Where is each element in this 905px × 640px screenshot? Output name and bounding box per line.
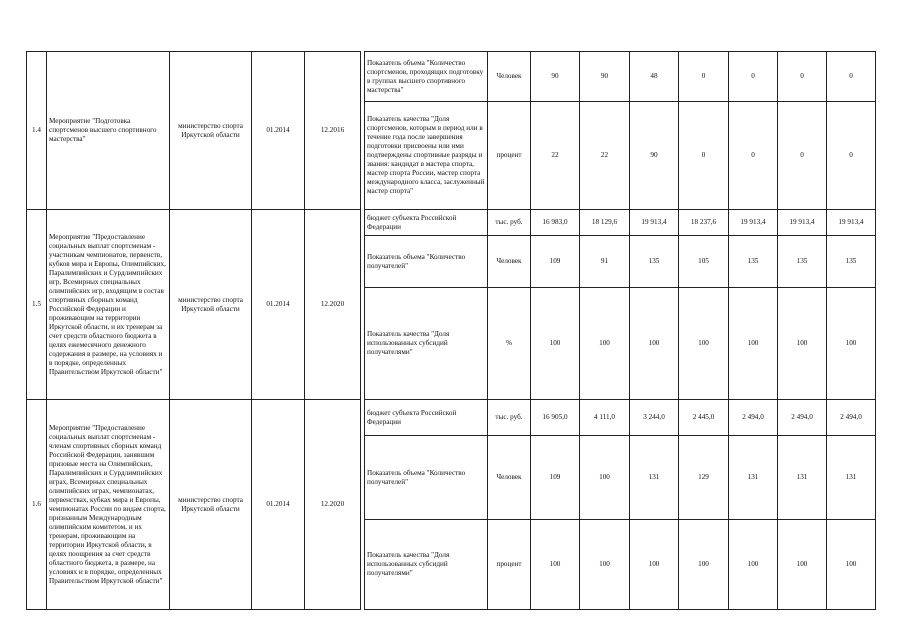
measure-name: Мероприятие "Предоставление социальных выплат спортсменам - участникам чемпионатов, первенств, кубков мира и Европы, Олимпийских, Паралимпийских и Сурдлимпийских игр, Всемирных специальных олимпийских игр, входящим в состав спортивных сборных команд Российской Федерации и проживающим на территории Иркутской области, и их тренерам за счет средств областного бюджета в целях ежемесячного денежного содержания в размере, на условиях и в порядке, определенных Правительством Иркутской области"	[47, 210, 170, 400]
indicator-unit: Человек	[488, 236, 531, 288]
value-cell: 2 494,0	[729, 400, 778, 436]
value-cell: 48	[630, 52, 679, 102]
value-cell: 90	[580, 52, 630, 102]
document-table-area	[26, 51, 876, 610]
value-cell: 135	[827, 236, 876, 288]
value-cell: 22	[531, 102, 580, 210]
executor: министерство спорта Иркутской области	[170, 52, 252, 210]
value-cell: 100	[827, 520, 876, 610]
value-cell: 19 913,4	[729, 210, 778, 236]
value-cell: 19 913,4	[630, 210, 679, 236]
value-cell: 135	[778, 236, 827, 288]
indicator-name: Показатель качества "Доля использованных субсидий получателями"	[365, 288, 488, 400]
value-cell: 100	[580, 288, 630, 400]
indicator-unit: Человек	[488, 436, 531, 520]
value-cell: 19 913,4	[778, 210, 827, 236]
value-cell: 22	[580, 102, 630, 210]
value-cell: 105	[679, 236, 729, 288]
indicator-unit: Человек	[488, 52, 531, 102]
indicator-name: бюджет субъекта Российской Федерации	[365, 210, 488, 236]
value-cell: 129	[679, 436, 729, 520]
row-number: 1.4	[27, 52, 47, 210]
value-cell: 2 445,0	[679, 400, 729, 436]
value-cell: 100	[679, 288, 729, 400]
program-measures-table	[26, 51, 876, 610]
value-cell: 0	[679, 52, 729, 102]
end-date: 12.2016	[305, 52, 361, 210]
indicator-unit: процент	[488, 520, 531, 610]
value-cell: 109	[531, 436, 580, 520]
indicator-name: Показатель объема "Количество спортсменов, проходящих подготовку в группах высшего спортивного мастерства"	[365, 52, 488, 102]
value-cell: 131	[630, 436, 679, 520]
value-cell: 100	[827, 288, 876, 400]
indicator-name: бюджет субъекта Российской Федерации	[365, 400, 488, 436]
table-row	[27, 400, 876, 436]
end-date: 12.2020	[305, 210, 361, 400]
value-cell: 0	[827, 52, 876, 102]
value-cell: 4 111,0	[580, 400, 630, 436]
value-cell: 100	[630, 520, 679, 610]
value-cell: 16 905,0	[531, 400, 580, 436]
value-cell: 0	[729, 102, 778, 210]
value-cell: 100	[778, 288, 827, 400]
indicator-unit: тыс. руб.	[488, 210, 531, 236]
end-date: 12.2020	[305, 400, 361, 610]
indicator-name: Показатель качества "Доля использованных субсидий получателями"	[365, 520, 488, 610]
value-cell: 0	[778, 52, 827, 102]
value-cell: 100	[729, 288, 778, 400]
executor: министерство спорта Иркутской области	[170, 400, 252, 610]
value-cell: 109	[531, 236, 580, 288]
value-cell: 100	[580, 436, 630, 520]
executor: министерство спорта Иркутской области	[170, 210, 252, 400]
value-cell: 2 494,0	[827, 400, 876, 436]
value-cell: 3 244,0	[630, 400, 679, 436]
table-row	[27, 52, 876, 102]
value-cell: 0	[827, 102, 876, 210]
value-cell: 18 129,6	[580, 210, 630, 236]
value-cell: 100	[531, 520, 580, 610]
value-cell: 100	[778, 520, 827, 610]
value-cell: 0	[729, 52, 778, 102]
indicator-name: Показатель объема "Количество получателей"	[365, 436, 488, 520]
indicator-unit: тыс. руб.	[488, 400, 531, 436]
value-cell: 18 237,6	[679, 210, 729, 236]
table-row	[27, 210, 876, 236]
value-cell: 131	[729, 436, 778, 520]
value-cell: 90	[531, 52, 580, 102]
value-cell: 0	[679, 102, 729, 210]
value-cell: 90	[630, 102, 679, 210]
indicator-name: Показатель качества "Доля спортсменов, которым в период или в течение года после завершения подготовки присвоены или ими подтверждены спортивные разряды и звания: кандидат в мастера спорта, мастер спорта России, мастер спорта международного класса, заслуженный мастер спорта"	[365, 102, 488, 210]
value-cell: 100	[679, 520, 729, 610]
value-cell: 0	[778, 102, 827, 210]
value-cell: 100	[580, 520, 630, 610]
value-cell: 19 913,4	[827, 210, 876, 236]
row-number: 1.5	[27, 210, 47, 400]
value-cell: 16 983,0	[531, 210, 580, 236]
value-cell: 100	[531, 288, 580, 400]
indicator-name: Показатель объема "Количество получателей"	[365, 236, 488, 288]
indicator-unit: процент	[488, 102, 531, 210]
row-number: 1.6	[27, 400, 47, 610]
value-cell: 100	[630, 288, 679, 400]
start-date: 01.2014	[252, 400, 305, 610]
indicator-unit: %	[488, 288, 531, 400]
measure-name: Мероприятие "Подготовка спортсменов высшего спортивного мастерства"	[47, 52, 170, 210]
start-date: 01.2014	[252, 210, 305, 400]
value-cell: 135	[630, 236, 679, 288]
value-cell: 91	[580, 236, 630, 288]
value-cell: 131	[827, 436, 876, 520]
start-date: 01.2014	[252, 52, 305, 210]
value-cell: 131	[778, 436, 827, 520]
value-cell: 100	[729, 520, 778, 610]
measure-name: Мероприятие "Предоставление социальных выплат спортсменам - членам спортивных сборных команд Российской Федерации, занявшим призовые места на Олимпийских, Паралимпийских и Сурдлимпийских играх, Всемирных специальных олимпийских играх, чемпионатах, первенствах, кубках мира и Европы, чемпионатах России по видам спорта, признанным Международным олимпийским комитетом, и их тренерам, проживающим на территории Иркутской области, в целях поощрения за счет средств областного бюджета, в размере, на условиях и в порядке, определенных Правительством Иркутской области"	[47, 400, 170, 610]
value-cell: 135	[729, 236, 778, 288]
value-cell: 2 494,0	[778, 400, 827, 436]
